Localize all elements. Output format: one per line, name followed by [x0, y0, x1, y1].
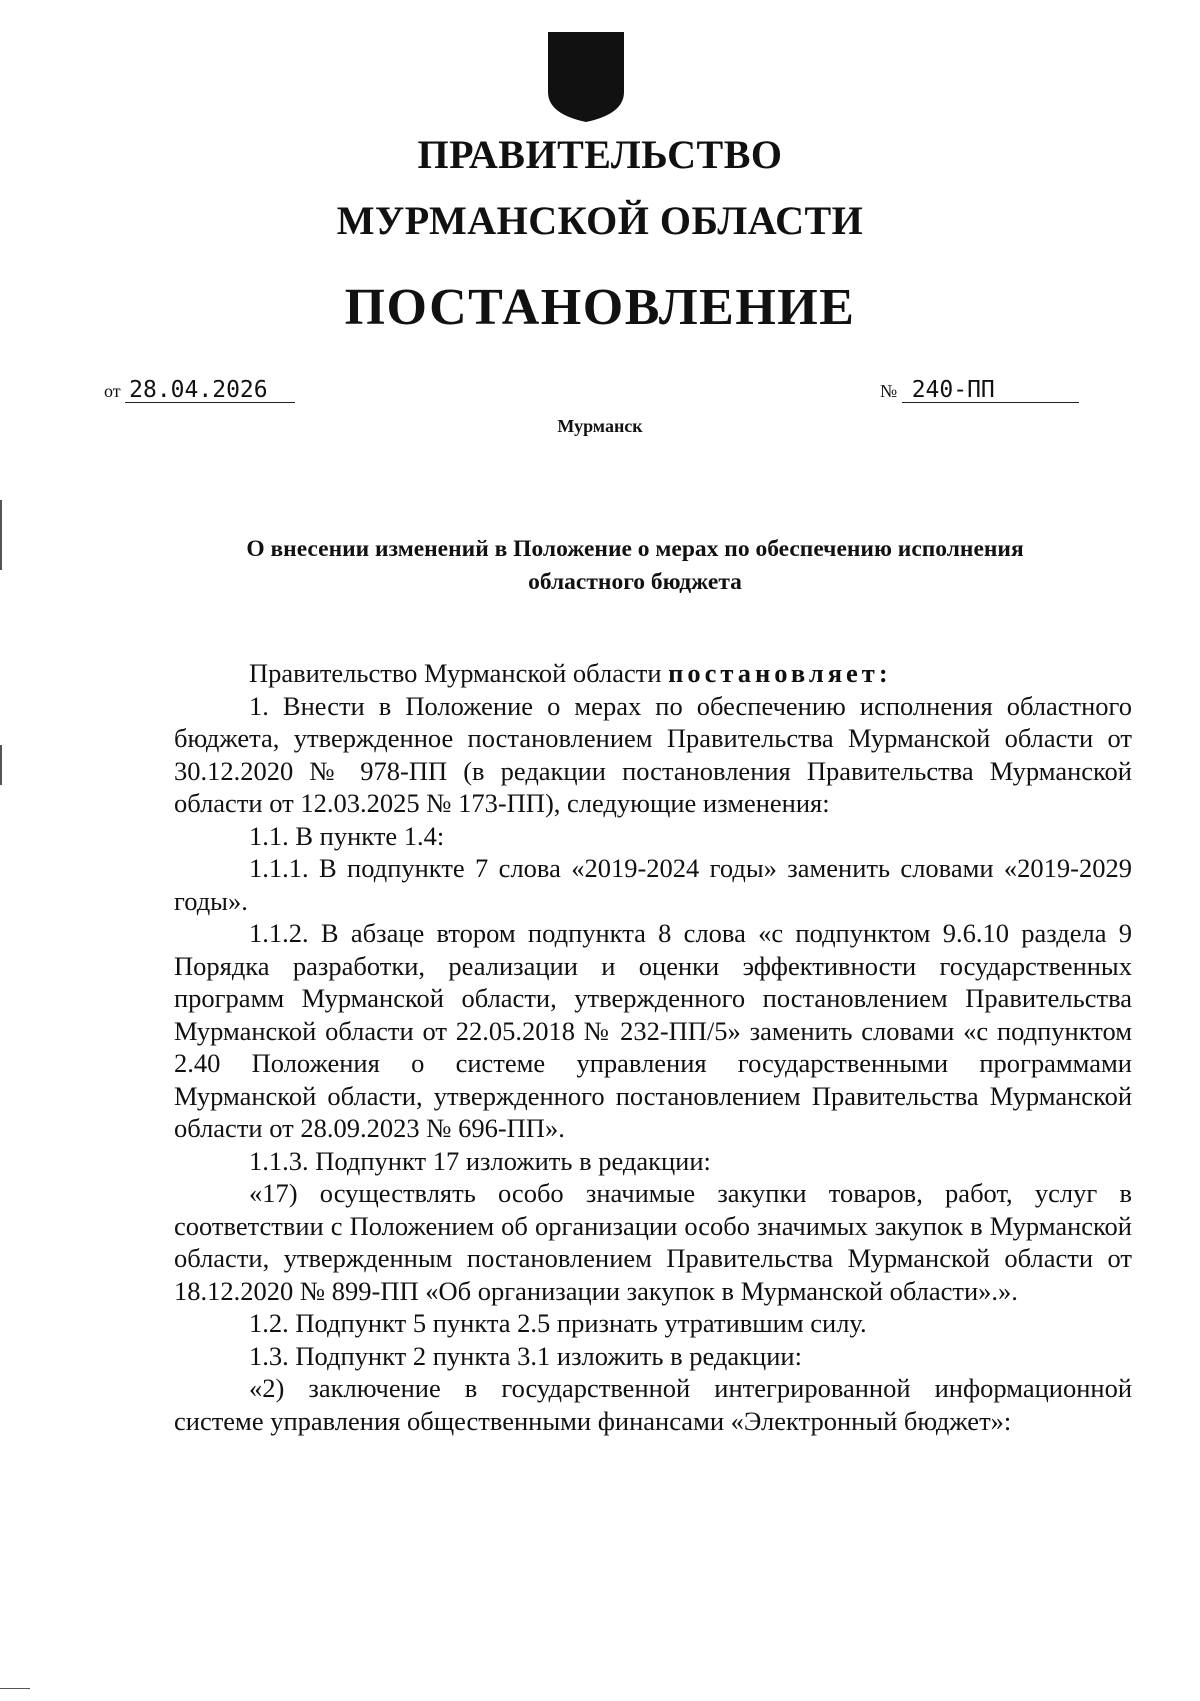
number-prefix: № [880, 381, 898, 401]
document-body [174, 657, 1132, 1437]
intro-paragraph [174, 657, 1132, 690]
date-value: 28.04.2026 [125, 378, 295, 403]
body-paragraph: 1.2. Подпункт 5 пункта 2.5 признать утратившим силу. [249, 1308, 867, 1338]
document-type-title: ПОСТАНОВЛЕНИЕ [344, 279, 856, 336]
number-value: 240-ПП [902, 378, 1079, 403]
date-field [104, 378, 295, 403]
government-title-line2: МУРМАНСКОЙ ОБЛАСТИ [336, 198, 864, 243]
city: Мурманск [557, 416, 643, 436]
intro-emphasis: постановляет: [668, 658, 892, 688]
scan-edge-mark [0, 745, 2, 785]
subject-line-2: областного бюджета [528, 569, 742, 595]
intro-text: Правительство Мурманской области [249, 658, 669, 688]
document-subject [170, 533, 1100, 599]
body-paragraph: 1.1. В пункте 1.4: [249, 820, 445, 851]
body-paragraph: 1.3. Подпункт 2 пункта 3.1 изложить в редакции: [249, 1340, 802, 1371]
scan-edge-mark [0, 500, 2, 570]
subject-line-1: О внесении изменений в Положение о мерах по обеспечению исполнения [246, 536, 1024, 562]
body-paragraph: 1.1.2. В абзаце втором подпункта 8 слова «с подпунктом 9.6.10 раздела 9 Порядка разработки, реализации и оценки эффективности государственных программ Мурманской области, утвержденного постановлением Правительства Мурманской области от 22.05.2018 № 232-ПП/5» заменить словами «с подпунктом 2.40 Положения о системе управления государственными программами Мурманской области, утвержденного постановлением Правительства Мурманской области от 28.09.2023 № 696-ПП». [174, 918, 1132, 1143]
body-paragraph: 1.1.3. Подпункт 17 изложить в редакции: [249, 1145, 711, 1176]
number-field [880, 378, 1079, 403]
coat-of-arms-icon [546, 30, 626, 124]
date-prefix: от [104, 381, 121, 401]
body-paragraph: «17) осуществлять особо значимые закупки товаров, работ, услуг в соответствии с Положением об организации особо значимых закупок в Мурманской области, утвержденным постановлением Правительства Мурманской области от 18.12.2020 № 899-ПП «Об организации закупок в Мурманской области».». [174, 1178, 1132, 1306]
body-paragraph: 1.1.1. В подпункте 7 слова «2019-2024 годы» заменить словами «2019-2029 годы». [174, 853, 1132, 916]
body-paragraph: «2) заключение в государственной интегрированной информационной системе управления общественными финансами «Электронный бюджет»: [174, 1373, 1132, 1436]
scan-edge-mark [0, 1688, 30, 1689]
body-paragraph: 1. Внести в Положение о мерах по обеспечению исполнения областного бюджета, утвержденное постановлением Правительства Мурманской области от 30.12.2020 № 978-ПП (в редакции постановления Правительства Мурманской области от 12.03.2025 № 173-ПП), следующие изменения: [174, 690, 1132, 818]
government-title-line1: ПРАВИТЕЛЬСТВО [417, 132, 783, 177]
